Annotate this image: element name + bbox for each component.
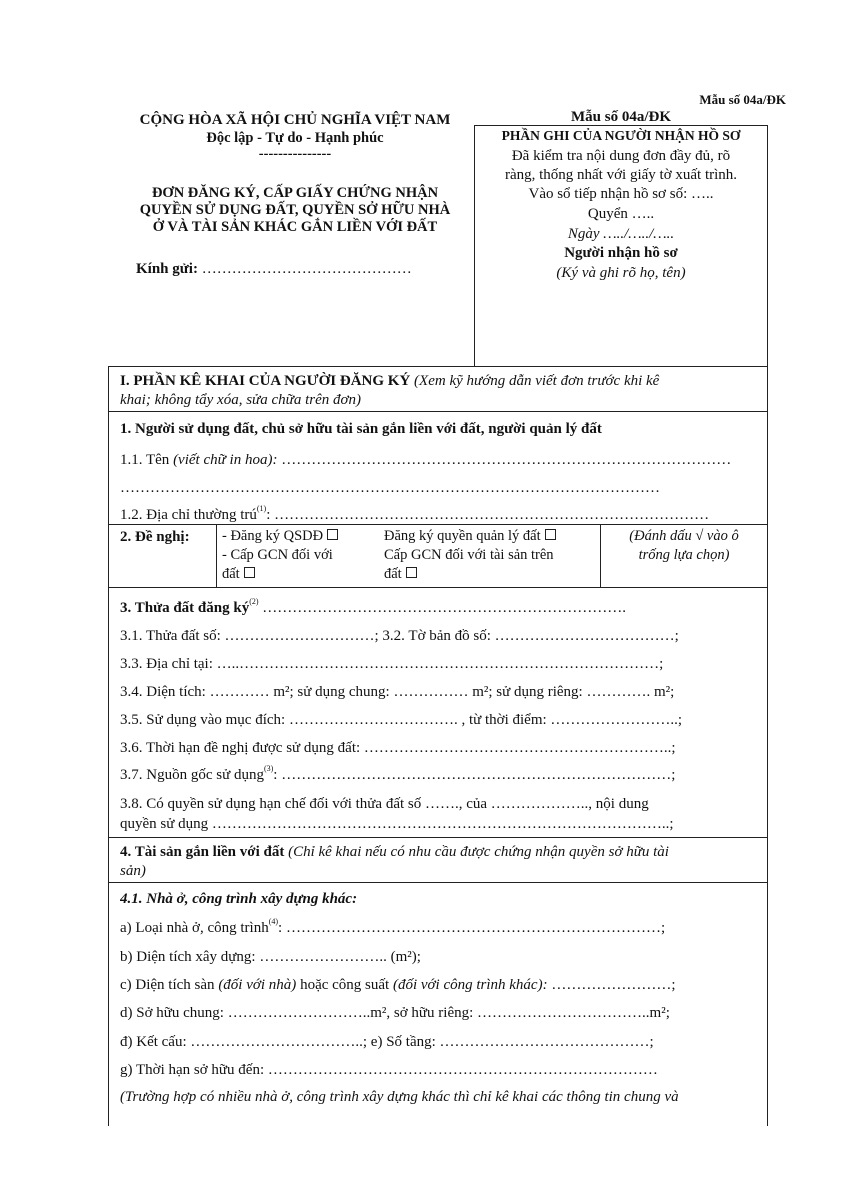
item-3-title-row xyxy=(120,598,765,618)
land-origin-footnote: (3) xyxy=(263,765,274,773)
item-4-heading: 4. Tài sản gắn liền với đất xyxy=(120,844,285,860)
item-2-label: 2. Đề nghị: xyxy=(120,529,190,545)
form-code-top: Mẫu số 04a/ĐK xyxy=(699,92,786,107)
section-1-title xyxy=(120,372,765,410)
section-1-heading: I. PHẦN KÊ KHAI CỦA NGƯỜI ĐĂNG KÝ xyxy=(120,373,411,389)
building-area-row[interactable]: b) Diện tích xây dựng: …………………….. (m²); xyxy=(120,949,421,965)
item-1-name-row xyxy=(120,450,765,470)
receiver-line-4: Quyển ….. xyxy=(587,206,655,222)
item-2-note: (Đánh dấu √ vào ô trống lựa chọn) xyxy=(629,528,739,563)
section-1-note-2: khai; không tẩy xóa, sửa chữa trên đơn) xyxy=(120,392,361,408)
floor-area-label: c) Diện tích sàn xyxy=(120,977,215,993)
option-land-management[interactable]: Đăng ký quyền quản lý đất xyxy=(384,527,598,546)
receiver-line-2: ràng, thống nhất với giấy tờ xuất trình. xyxy=(504,167,738,183)
divider-after-item-4-title xyxy=(108,882,768,883)
name-label: 1.1. Tên xyxy=(120,452,170,468)
kinh-gui xyxy=(136,260,412,278)
address-footnote: (1) xyxy=(256,505,267,513)
table-border-top xyxy=(108,366,768,367)
item-1-address-row xyxy=(120,505,765,525)
motto: Độc lập - Tự do - Hạnh phúc xyxy=(206,130,384,146)
item-2-options-left xyxy=(222,527,378,584)
parcel-address-row[interactable]: 3.3. Địa chỉ tại: …..…………………………………………………………………………; xyxy=(120,656,664,672)
land-origin-label: 3.7. Nguồn gốc sử dụng xyxy=(120,767,264,783)
ownership-row[interactable]: d) Sở hữu chung: ………………………..m², sở hữu riêng: ……………………………..m²; xyxy=(120,1005,670,1021)
option-gcn-assets[interactable]: Cấp GCN đối với tài sản trên đất xyxy=(384,547,554,582)
address-label: 1.2. Địa chỉ thường trú xyxy=(120,507,257,523)
floor-area-field[interactable]: ……………………; xyxy=(551,977,676,993)
building-type-footnote: (4) xyxy=(268,918,279,926)
floor-area-note-1: (đối với nhà) xyxy=(218,977,297,993)
section-1-note: (Xem kỹ hướng dẫn viết đơn trước khi kê xyxy=(414,373,660,389)
kinh-gui-field[interactable]: …………………………………… xyxy=(201,261,412,277)
checkbox-gcn-land[interactable] xyxy=(244,567,255,578)
building-type-row xyxy=(120,918,765,938)
item-4-1-title: 4.1. Nhà ở, công trình xây dựng khác: xyxy=(120,891,358,907)
receiver-line-1: Đã kiểm tra nội dung đơn đầy đủ, rõ xyxy=(511,148,731,164)
structure-floors-row[interactable]: đ) Kết cấu: ……………………………..; e) Số tầng: ……………………………………; xyxy=(120,1034,654,1050)
divider-after-item-2 xyxy=(108,587,768,588)
address-field[interactable]: : …………………………………………………………………………… xyxy=(266,507,710,523)
checkbox-gcn-assets[interactable] xyxy=(406,567,417,578)
receiver-sign-note: (Ký và ghi rõ họ, tên) xyxy=(556,265,686,281)
checkbox-register-qsdd[interactable] xyxy=(327,529,338,540)
item-3-title: 3. Thửa đất đăng ký xyxy=(120,600,250,616)
capacity-label: hoặc công suất xyxy=(300,977,390,993)
item-4-note-2: sản) xyxy=(120,863,146,879)
land-use-purpose-row[interactable]: 3.5. Sử dụng vào mục đích: ……………………………. , từ thời điểm: ……………………..; xyxy=(120,712,683,728)
floor-area-note-2: (đối với công trình khác): xyxy=(392,977,548,993)
restricted-use-row-2[interactable]: quyền sử dụng ………………………………………………………………………………..; xyxy=(120,816,674,832)
divider-after-section-1 xyxy=(108,411,768,412)
land-origin-row xyxy=(120,765,765,785)
form-title-line-1: ĐƠN ĐĂNG KÝ, CẤP GIẤY CHỨNG NHẬN xyxy=(151,185,439,201)
multiple-buildings-note: (Trường hợp có nhiều nhà ở, công trình xây dựng khác thì chỉ kê khai các thông tin chung và xyxy=(120,1089,679,1105)
item-2-col-divider-1 xyxy=(216,524,217,587)
item-4-note: (Chỉ kê khai nếu có nhu cầu được chứng nhận quyền sở hữu tài xyxy=(288,844,669,860)
receiver-date: Ngày …../…../….. xyxy=(567,226,675,242)
option-gcn-land[interactable]: - Cấp GCN đối với đất xyxy=(222,547,333,582)
option-register-qsdd[interactable]: - Đăng ký QSDĐ xyxy=(222,527,378,546)
item-2-options-right xyxy=(384,527,598,584)
form-title-line-2: QUYỀN SỬ DỤNG ĐẤT, QUYỀN SỞ HỮU NHÀ xyxy=(139,202,451,218)
land-use-term-row[interactable]: 3.6. Thời hạn đề nghị được sử dụng đất: ……………………………………………………..; xyxy=(120,740,676,756)
name-field[interactable]: ……………………………………………………………………………… xyxy=(281,452,732,468)
checkbox-land-management[interactable] xyxy=(545,529,556,540)
item-4-title xyxy=(120,843,765,881)
kinh-gui-label: Kính gửi: xyxy=(136,261,198,277)
divider-after-item-3 xyxy=(108,837,768,838)
floor-area-row xyxy=(120,975,765,995)
form-title-line-3: Ở VÀ TÀI SẢN KHÁC GẮN LIỀN VỚI ĐẤT xyxy=(152,219,438,235)
motto-divider: --------------- xyxy=(258,146,332,162)
building-type-label: a) Loại nhà ở, công trình xyxy=(120,920,269,936)
form-code: Mẫu số 04a/ĐK xyxy=(570,109,671,125)
parcel-number-row[interactable]: 3.1. Thửa đất số: …………………………; 3.2. Tờ bản đồ số: ………………………………; xyxy=(120,628,679,644)
building-type-field[interactable]: : …………………………………………………………………; xyxy=(278,920,666,936)
receiver-name-label: Người nhận hồ sơ xyxy=(564,245,678,261)
parcel-area-row[interactable]: 3.4. Diện tích: ………… m²; sử dụng chung: …………… m²; sử dụng riêng: …………. m²; xyxy=(120,684,675,700)
ownership-term-row[interactable]: g) Thời hạn sở hữu đến: …………………………………………………………………… xyxy=(120,1062,658,1078)
restricted-use-row-1[interactable]: 3.8. Có quyền sử dụng hạn chế đối với thửa đất số ……., của ……………….., nội dung xyxy=(120,796,649,812)
receiver-box-title: PHẦN GHI CỦA NGƯỜI NHẬN HỒ SƠ xyxy=(501,128,741,143)
name-field-line-2[interactable]: ……………………………………………………………………………………………… xyxy=(120,480,660,496)
land-origin-field[interactable]: : ……………………………………………………………………; xyxy=(273,767,676,783)
receiver-line-3: Vào sổ tiếp nhận hồ sơ số: ….. xyxy=(528,186,714,202)
item-2-col-divider-2 xyxy=(600,524,601,587)
country-name: CỘNG HÒA XÃ HỘI CHỦ NGHĨA VIỆT NAM xyxy=(139,112,451,128)
item-3-title-field[interactable]: ………………………………………………………………. xyxy=(262,600,627,616)
name-note: (viết chữ in hoa): xyxy=(173,452,278,468)
item-1-title: 1. Người sử dụng đất, chủ sở hữu tài sản gắn liền với đất, người quản lý đất xyxy=(120,421,602,437)
item-3-footnote: (2) xyxy=(249,598,259,606)
